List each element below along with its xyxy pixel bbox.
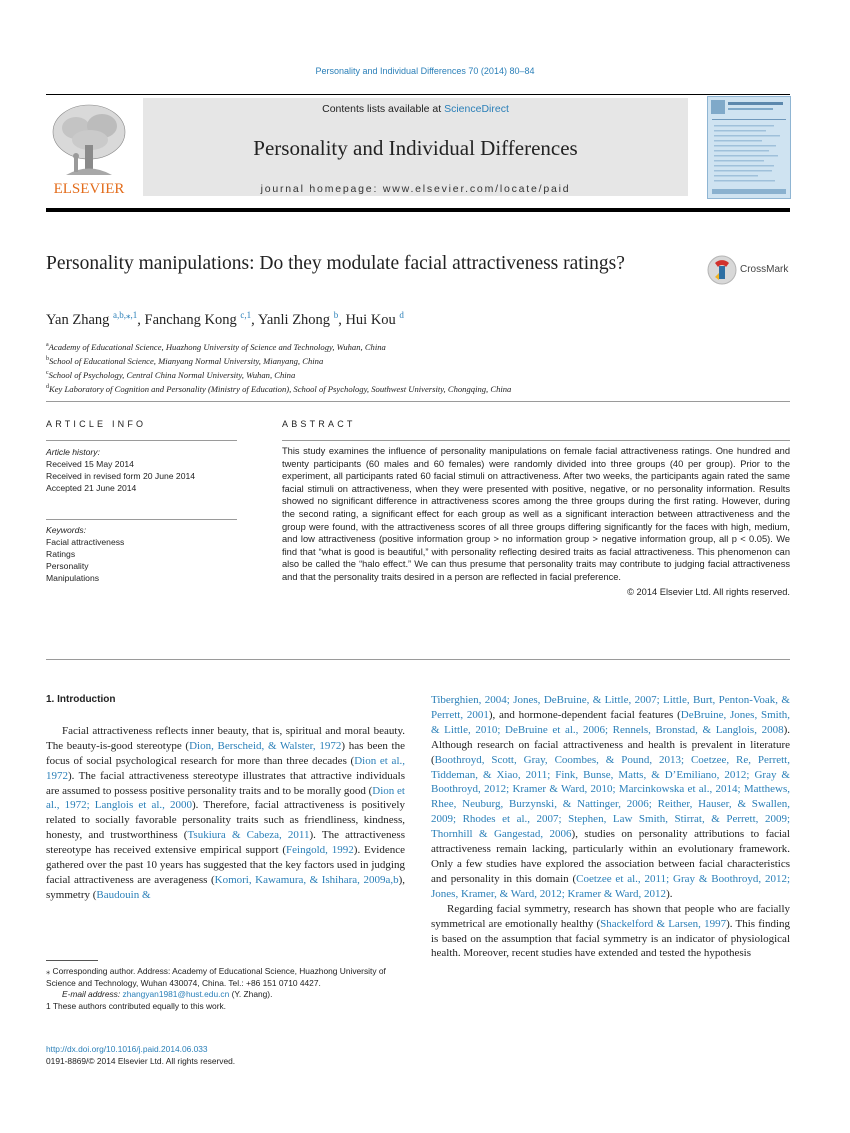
author-affiliation-marker[interactable]: c,1 <box>240 310 252 320</box>
crossmark-icon <box>707 254 737 286</box>
affiliation <box>46 381 511 395</box>
author-separator: , <box>338 311 346 328</box>
sciencedirect-link[interactable]: ScienceDirect <box>444 103 509 115</box>
affiliation <box>46 353 511 367</box>
doi-link[interactable]: http://dx.doi.org/10.1016/j.paid.2014.06.033 <box>46 1044 208 1054</box>
history-date: Received in revised form 20 June 2014 <box>46 471 196 481</box>
affiliation-text: Academy of Educational Science, Huazhong University of Science and Technology, Wuhan, China <box>48 341 386 352</box>
contents-line <box>143 103 688 115</box>
history-label: Article history: <box>46 447 100 457</box>
journal-cover-thumbnail <box>707 96 791 199</box>
email-suffix: (Y. Zhang). <box>229 989 273 999</box>
paragraph-text: ). The facial attractiveness stereotype illustrates that attractive individuals are assumed to possess positive personality traits and to be morally good ( <box>46 769 405 797</box>
author <box>145 312 258 328</box>
abstract-heading: ABSTRACT <box>282 419 356 429</box>
author-name[interactable]: Yan Zhang <box>46 311 110 328</box>
paragraph-text: ). Although research on facial attractiveness and health is prevalent in literature ( <box>431 723 790 766</box>
paragraph-text: ), symmetry ( <box>46 873 405 901</box>
citation-link[interactable]: Feingold, 1992 <box>286 844 354 857</box>
footnote-rule <box>46 960 98 961</box>
contents-prefix: Contents lists available at <box>322 103 445 115</box>
paragraph-text: ). Therefore, facial attractiveness is positively related to socially favorable personality traits such as friendliness, kindness, honesty, and trustworthiness ( <box>46 799 405 842</box>
author-affiliation-marker[interactable]: b <box>333 310 339 320</box>
abstract-copyright: © 2014 Elsevier Ltd. All rights reserved. <box>627 586 790 597</box>
abstract-rule <box>282 440 790 441</box>
author-separator: , <box>251 311 258 328</box>
affiliation-text: School of Psychology, Central China Normal University, Wuhan, China <box>48 369 296 380</box>
citation-link[interactable]: Dion, Berscheid, & Walster, 1972 <box>189 739 342 752</box>
paragraph-text: ). The attractiveness stereotype has received extensive empirical support ( <box>46 829 405 857</box>
affiliation-text: School of Educational Science, Mianyang Normal University, Mianyang, China <box>49 355 324 366</box>
citation-link[interactable]: Komori, Kawamura, & Ishihara, 2009a,b <box>214 873 399 886</box>
footnotes <box>46 966 405 1012</box>
paragraph-text: Facial attractiveness reflects inner beauty, that is, spiritual and moral beauty. The beauty-is-good stereotype ( <box>46 724 405 752</box>
citation-link[interactable]: Dion et al., 1972; Langlois et al., 2000 <box>46 784 405 812</box>
info-top-rule <box>46 401 790 402</box>
article-history <box>46 446 195 494</box>
paragraph-text: ), and hormone-dependent facial features ( <box>488 708 681 721</box>
keyword[interactable]: Facial attractiveness <box>46 537 125 547</box>
keyword[interactable]: Personality <box>46 561 89 571</box>
article-info-rule <box>46 440 237 441</box>
author-list <box>46 310 404 329</box>
affiliation-marker: d <box>46 384 49 391</box>
issn-line: 0191-8869/© 2014 Elsevier Ltd. All rights reserved. <box>46 1055 236 1066</box>
article-title: Personality manipulations: Do they modulate facial attractiveness ratings? <box>46 253 625 274</box>
article-info-heading: ARTICLE INFO <box>46 419 147 429</box>
journal-reference[interactable]: Personality and Individual Differences 70 (2014) 80–84 <box>315 66 535 76</box>
email-label: E-mail address: <box>62 989 123 999</box>
affiliation <box>46 339 511 353</box>
citation-link[interactable]: Shackelford & Larsen, 1997 <box>600 917 727 930</box>
journal-banner <box>143 98 688 196</box>
citation-link[interactable]: Tsukiura & Cabeza, 2011 <box>187 829 310 842</box>
paragraph-text: ). <box>666 887 673 900</box>
author-name[interactable]: Fanchang Kong <box>144 311 237 328</box>
journal-homepage[interactable]: journal homepage: www.elsevier.com/locate/paid <box>260 183 571 195</box>
section-heading-introduction: 1. Introduction <box>46 694 116 705</box>
affiliation-list <box>46 339 511 395</box>
citation-link[interactable]: Tiberghien, 2004; Jones, DeBruine, & Little, 2007; Little, Burt, Penton-Voak, & Perrett, 2001 <box>431 694 790 721</box>
citation-link[interactable]: DeBruine, Jones, Smith, & Little, 2010; DeBruine et al., 2006; Rennels, Bronstad, & Langlois, 2008 <box>431 708 790 736</box>
author-affiliation-marker[interactable]: a,b,⁎,1 <box>113 310 138 320</box>
affiliation-text: Key Laboratory of Cognition and Personality (Ministry of Education), School of Psychology, Southwest University, Chongqing, China <box>49 384 512 395</box>
keywords-block <box>46 524 124 584</box>
abstract-bottom-rule <box>46 659 790 660</box>
paragraph-text: ), studies on personality attributions to facial attractiveness remain lacking, particularly within an evolutionary framework. Only a few studies have explored the association between facial characteristics and personality in this domain ( <box>431 828 790 885</box>
author <box>46 312 145 328</box>
paragraph-text: ) has been the focus of social psychological research for more than three decades ( <box>46 739 405 767</box>
email-link[interactable]: zhangyan1981@hust.edu.cn <box>122 989 230 999</box>
keywords-rule <box>46 519 237 520</box>
history-date: Accepted 21 June 2014 <box>46 483 137 493</box>
affiliation <box>46 367 511 381</box>
citation-link[interactable]: Boothroyd, Scott, Gray, Coombes, & Pound, 2013; Coetzee, Re, Perrett, Tiddeman, & Xiao, 2011; Fink, Bunse, Matts, & D’Emiliano, 2012; Gray & Boothroyd, 2012; Kramer & Ward, 2010; Marcinkowska et al., 2014; Matthews, Rhee, Neuburg, Burzynski, & Nattinger, 2006; Reither, Hauser, & Swallen, 2009; Rhodes et al., 2007; Stephen, Law Smith, Stirrat, & Perrett, 2009; Thornhill & Gangestad, 2006 <box>431 753 790 841</box>
citation-link[interactable]: Coetzee et al., 2011; Gray & Boothroyd, 2012; Jones, Kramer, & Ward, 2012; Kramer & Ward, 2012 <box>431 872 790 900</box>
elsevier-tree-logo <box>46 100 132 198</box>
paragraph-text: ). This finding is based on the assumption that facial symmetry is an indicator of physiological health. Moreover, recent studies have extended and tested the hypothesis <box>431 917 791 960</box>
affiliation-marker: a <box>46 342 49 348</box>
author-name[interactable]: Hui Kou <box>345 311 396 328</box>
footnote-corresponding: ⁎ Corresponding author. Address: Academy of Educational Science, Huazhong University of Science and Technology, Wuhan 430074, China. Tel.: +86 151 0710 4427. <box>46 966 386 988</box>
author-separator: , <box>137 311 145 328</box>
crossmark-label: CrossMark <box>740 264 789 275</box>
affiliation-marker: b <box>46 356 49 363</box>
keywords-label: Keywords: <box>46 525 87 535</box>
author <box>345 312 403 328</box>
intro-paragraph-1 <box>46 724 405 903</box>
intro-paragraph-2 <box>431 902 790 962</box>
author <box>258 312 346 328</box>
history-date: Received 15 May 2014 <box>46 459 134 469</box>
abstract-text: This study examines the influence of personality manipulations on female facial attractiveness ratings. One hundred and twenty participants (60 males and 60 females) were randomly divided into three groups (40 per group). Prior to the experiment, all participants rated 60 facial stimuli on attractiveness. After two weeks, the participants again rated the same facial stimuli on attractiveness, when they were presented with positive, negative, or no personality information. Results showed no significant difference in attractiveness scores among the three groups during the first rating. However, during the second rating, a significant effect for each group as well as a significant interaction between attractiveness and the group were found, with the attractiveness scores of all three groups differing significantly for the faces with high, medium, and low attractiveness (positive information group > no information group > negative information group, all p < 0.05). We find that “what is good is beautiful,” with personality reflecting desired traits as facial attractiveness. This phenomenon can also be called the “halo effect.” We can thus presume that personality traits may contribute to judging facial attractiveness and that the personality traits desired in a person are reflected in facial preference. <box>282 446 790 582</box>
header-thick-rule <box>46 208 790 212</box>
keyword[interactable]: Manipulations <box>46 573 100 583</box>
author-affiliation-marker[interactable]: d <box>399 310 404 320</box>
keyword[interactable]: Ratings <box>46 549 76 559</box>
crossmark-badge[interactable] <box>707 254 795 286</box>
intro-paragraph-1-continued <box>431 693 790 902</box>
paragraph-text: Regarding facial symmetry, research has shown that people who are facially symmetrical are emotionally healthy ( <box>431 902 790 930</box>
author-name[interactable]: Yanli Zhong <box>257 311 331 328</box>
citation-link[interactable]: Dion et al., 1972 <box>46 754 405 782</box>
abstract-block <box>282 445 790 598</box>
body-left-column <box>46 693 405 903</box>
header-top-rule <box>46 94 790 95</box>
affiliation-marker: c <box>46 370 49 377</box>
footnote-email <box>46 989 405 1001</box>
publisher-name: ELSEVIER <box>53 181 125 197</box>
bottom-matter <box>46 1044 235 1067</box>
body-right-column <box>431 693 790 961</box>
citation-link[interactable]: Baudouin & <box>96 888 151 901</box>
paragraph-text: ). Evidence gathered over the past 10 years has suggested that the key factors used in judging facial attractiveness are averageness ( <box>46 844 405 886</box>
footnote-equal-contribution: 1 These authors contributed equally to this work. <box>46 1000 227 1011</box>
journal-title: Personality and Individual Differences <box>253 136 578 160</box>
